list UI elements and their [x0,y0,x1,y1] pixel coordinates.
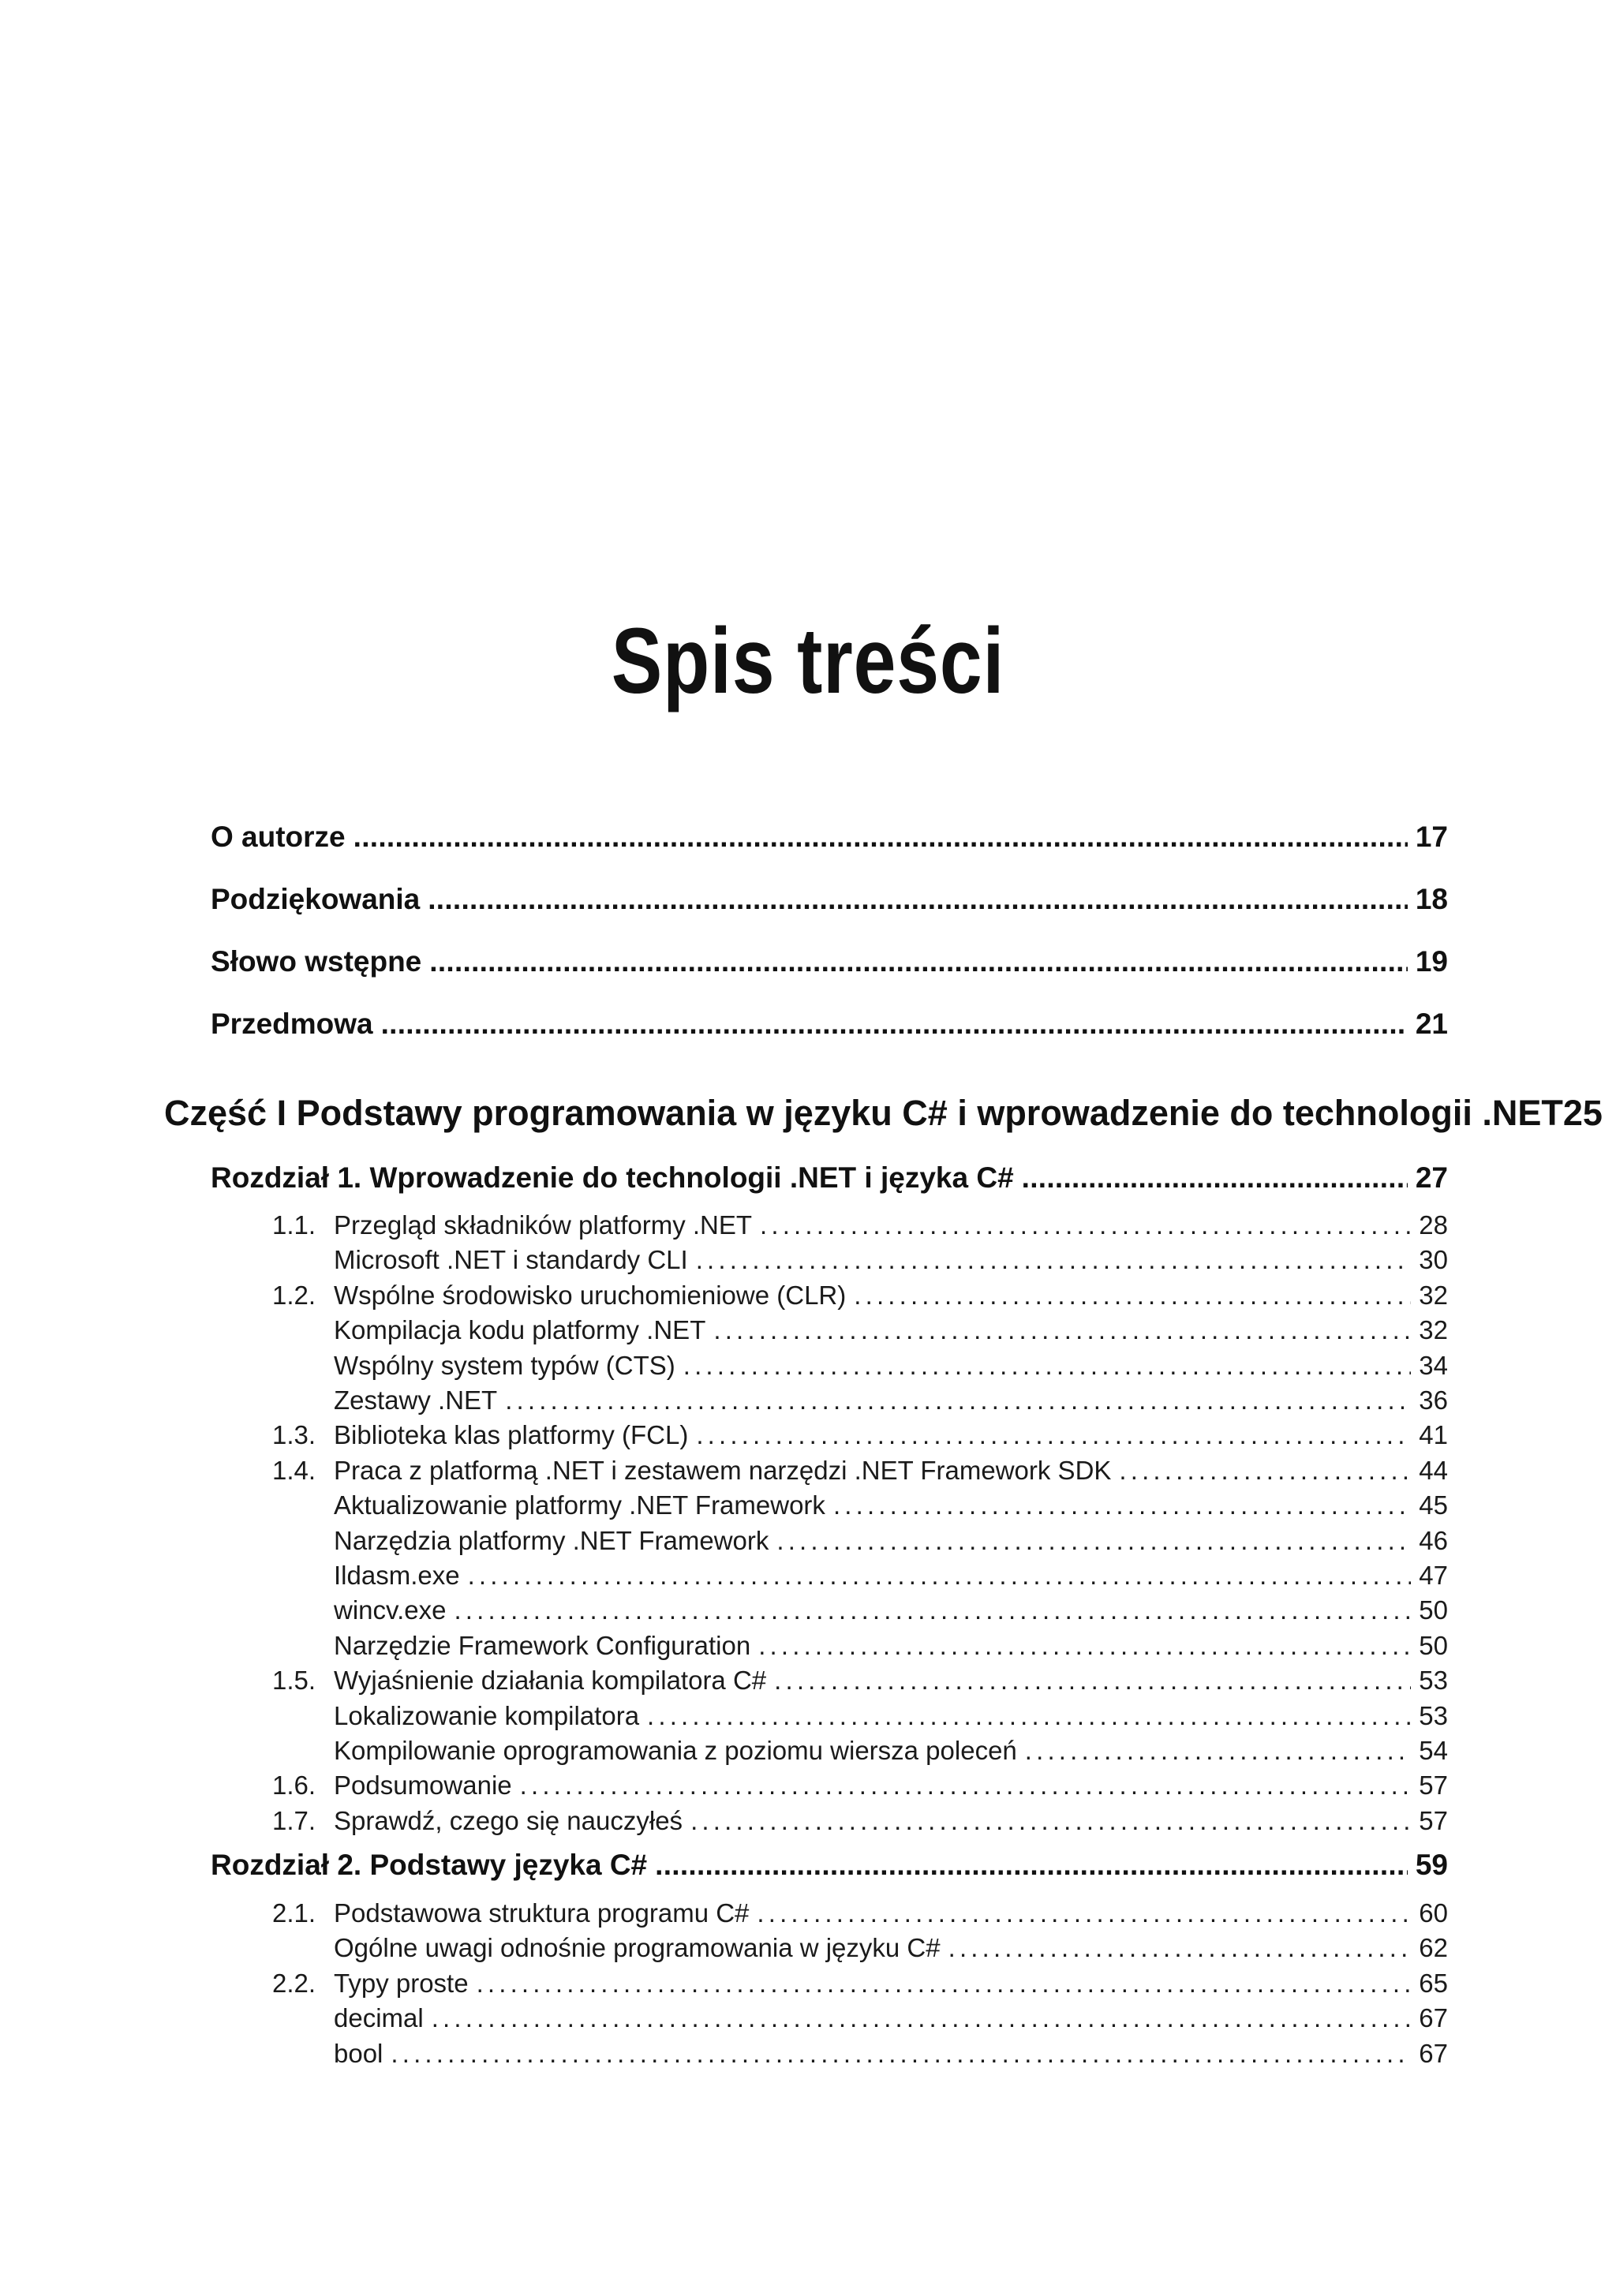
toc-page: 18 [1415,883,1448,915]
dot-leader [833,1490,1411,1520]
toc-chapter-label: Rozdział 2. Podstawy języka C# [211,1849,648,1881]
toc-entry[interactable] [272,1420,1448,1450]
toc-entry[interactable] [272,1771,1448,1801]
dot-leader [774,1666,1411,1696]
toc-entry-text [272,1969,469,1999]
dot-leader [391,2039,1411,2069]
toc-entry[interactable] [272,1969,1448,1999]
dot-leader [1022,1161,1408,1195]
toc-entry-label: Kompilowanie oprogramowania z poziomu wiersza poleceń [334,1736,1017,1765]
toc-entry-text [272,1420,688,1450]
toc-page: 57 [1419,1771,1448,1801]
toc-entry[interactable] [334,1933,1448,1963]
toc-page: 27 [1415,1161,1448,1194]
toc-chapter-2[interactable] [211,1849,1448,1882]
toc-part-1[interactable] [164,1093,1603,1134]
toc-entry[interactable] [334,1526,1448,1556]
dot-leader [505,1385,1411,1415]
toc-front-przedmowa[interactable] [211,1008,1448,1041]
toc-entry-label: Sprawdź, czego się nauczyłeś [334,1805,683,1835]
toc-entry[interactable] [272,1666,1448,1696]
toc-page: 59 [1415,1849,1448,1881]
toc-entry[interactable] [334,1245,1448,1275]
dot-leader [760,1210,1411,1240]
toc-page: 41 [1419,1420,1448,1450]
toc-entry-number: 2.2. [272,1968,316,1998]
toc-page: 47 [1419,1561,1448,1590]
toc-entry[interactable] [334,1736,1448,1766]
toc-entry[interactable] [272,1898,1448,1928]
toc-entry-text [272,1456,1111,1486]
toc-entry-text [334,1385,497,1415]
toc-label: O autorze [211,821,346,853]
dot-leader [696,1245,1412,1275]
dot-leader [690,1806,1411,1836]
toc-label: Słowo wstępne [211,945,422,978]
toc-entry-number: 1.5. [272,1666,316,1696]
toc-entry-text [334,1245,688,1275]
toc-entry-label: Wspólne środowisko uruchomieniowe (CLR) [334,1280,847,1310]
toc-page: 17 [1415,821,1448,853]
dot-leader [713,1315,1411,1345]
toc-chapter-1[interactable] [211,1161,1448,1195]
toc-entry[interactable] [272,1281,1448,1311]
toc-page: 34 [1419,1350,1448,1380]
dot-leader [428,883,1408,916]
dot-leader [520,1771,1412,1801]
toc-entry[interactable] [272,1210,1448,1240]
toc-entry-number: 1.6. [272,1771,316,1801]
toc-entry-label: Biblioteka klas platformy (FCL) [334,1420,689,1450]
toc-page: 45 [1419,1490,1448,1520]
toc-entry[interactable] [334,1490,1448,1520]
toc-entry[interactable] [334,1385,1448,1415]
toc-entry[interactable] [272,1806,1448,1836]
toc-entry-text [334,1351,675,1381]
dot-leader [696,1420,1411,1450]
dot-leader [477,1969,1412,1999]
toc-entry[interactable] [334,2039,1448,2069]
toc-entry-label: Typy proste [334,1968,469,1998]
toc-entry-label: Podsumowanie [334,1771,512,1801]
toc-page: 25 [1562,1093,1603,1133]
toc-entry-text [334,1561,460,1591]
toc-entry[interactable] [334,1351,1448,1381]
toc-page: 50 [1419,1595,1448,1625]
toc-entry-label: Narzędzia platformy .NET Framework [334,1525,769,1555]
toc-page: 30 [1419,1245,1448,1275]
toc-page: 19 [1415,945,1448,978]
toc-front-podziekowania[interactable] [211,883,1448,916]
toc-page: 50 [1419,1630,1448,1660]
toc-front-autor[interactable] [211,821,1448,854]
dot-leader [854,1281,1411,1311]
toc-label: Podziękowania [211,883,421,915]
toc-entry-number: 1.7. [272,1805,316,1835]
dot-leader [468,1561,1412,1591]
dot-leader [381,1008,1408,1041]
toc-entry-label: Zestawy .NET [334,1385,498,1415]
toc-page: 57 [1419,1805,1448,1835]
page-title: Spis treści [611,609,1005,713]
toc-entry-label: Wspólny system typów (CTS) [334,1350,675,1380]
toc-entry-text [334,1595,446,1625]
toc-page: 46 [1419,1525,1448,1555]
dot-leader [1119,1456,1411,1486]
toc-page: 32 [1419,1280,1448,1310]
toc-entry-text [334,2039,383,2069]
toc-page: 44 [1419,1455,1448,1485]
toc-page: 21 [1415,1008,1448,1040]
toc-entry-number: 1.4. [272,1455,316,1485]
toc-entry-text [272,1281,846,1311]
toc-entry[interactable] [334,1595,1448,1625]
dot-leader [776,1526,1411,1556]
toc-entry-text [272,1806,683,1836]
toc-part-label: Część I Podstawy programowania w języku C# i wprowadzenie do technologii .NET [164,1093,1563,1133]
toc-page: 36 [1419,1385,1448,1415]
dot-leader [354,821,1408,854]
toc-entry-text [334,1701,639,1731]
toc-entry-label: Narzędzie Framework Configuration [334,1630,751,1660]
toc-page: 53 [1419,1700,1448,1730]
dot-leader [1025,1736,1411,1766]
toc-entry-label: Praca z platformą .NET i zestawem narzędzi .NET Framework SDK [334,1455,1112,1485]
dot-leader [655,1849,1408,1882]
toc-entry-number: 1.2. [272,1280,316,1310]
dot-leader [757,1898,1411,1928]
toc-entry-label: Wyjaśnienie działania kompilatora C# [334,1666,767,1696]
dot-leader [432,2003,1412,2033]
toc-entry-label: Kompilacja kodu platformy .NET [334,1315,706,1345]
toc-page: 62 [1419,1933,1448,1963]
toc-entry-text [272,1210,752,1240]
toc-entry[interactable] [334,1561,1448,1591]
toc-entry-text [334,1933,941,1963]
toc-entry-label: Przegląd składników platformy .NET [334,1210,753,1240]
toc-page: 60 [1419,1898,1448,1928]
toc-entry[interactable] [272,1456,1448,1486]
toc-chapter-label: Rozdział 1. Wprowadzenie do technologii .NET i języka C# [211,1161,1014,1194]
dot-leader [758,1631,1411,1661]
toc-entry-number: 1.1. [272,1210,316,1240]
toc-page: 53 [1419,1666,1448,1696]
dot-leader [454,1595,1411,1625]
dot-leader [683,1351,1412,1381]
toc-page: 67 [1419,2003,1448,2033]
toc-entry-text [334,1490,825,1520]
toc-entry-number: 2.1. [272,1898,316,1928]
toc-entry[interactable] [334,1315,1448,1345]
toc-entry-text [272,1898,749,1928]
toc-entry-text [334,1526,769,1556]
toc-entry-label: Podstawowa struktura programu C# [334,1898,750,1928]
toc-entry[interactable] [334,1631,1448,1661]
toc-entry-label: bool [334,2038,383,2068]
toc-entry-label: Ildasm.exe [334,1561,460,1590]
toc-page: 67 [1419,2038,1448,2068]
toc-entry-label: Lokalizowanie kompilatora [334,1700,640,1730]
dot-leader [429,945,1408,978]
toc-label: Przedmowa [211,1008,373,1040]
toc-entry-text [334,1631,750,1661]
toc-entry-label: Microsoft .NET i standardy CLI [334,1245,688,1275]
toc-page: 28 [1419,1210,1448,1240]
toc-entry[interactable] [334,2003,1448,2033]
toc-entry-text [334,1736,1017,1766]
toc-entry-text [272,1771,512,1801]
toc-page: 32 [1419,1315,1448,1345]
toc-entry-text [334,2003,424,2033]
toc-entry-label: Aktualizowanie platformy .NET Framework [334,1490,825,1520]
toc-entry-label: decimal [334,2003,424,2033]
toc-entry-number: 1.3. [272,1420,316,1450]
dot-leader [647,1701,1411,1731]
dot-leader [948,1933,1412,1963]
toc-front-slowo-wstepne[interactable] [211,945,1448,978]
toc-entry-label: wincv.exe [334,1595,447,1625]
toc-entry-label: Ogólne uwagi odnośnie programowania w języku C# [334,1933,941,1963]
toc-page: 54 [1419,1736,1448,1765]
toc-entry-text [334,1315,705,1345]
toc-entry[interactable] [334,1701,1448,1731]
toc-page: 65 [1419,1968,1448,1998]
toc-entry-text [272,1666,766,1696]
